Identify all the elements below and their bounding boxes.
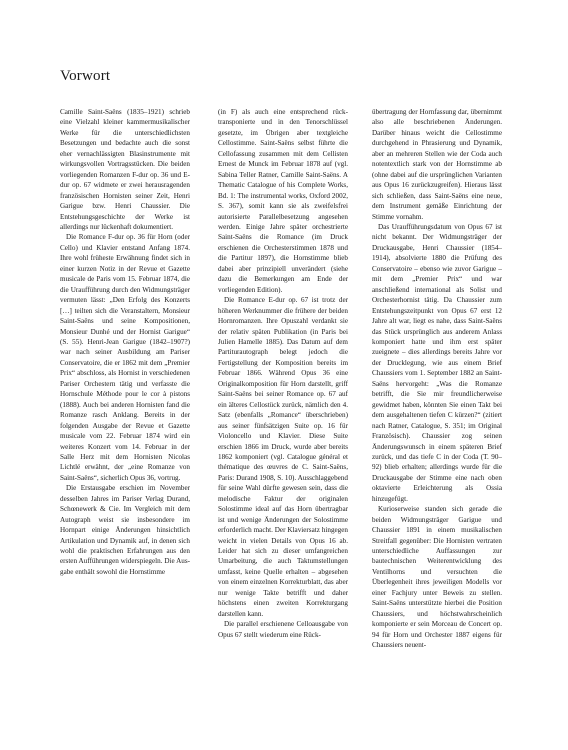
paragraph: (in F) als auch eine entsprechend rücktransponierte und in den Tenorschlüssel gesetzte, im Übrigen aber textgleiche Cellostimme. Saint-Saëns selbst führte die Cellofassung zusammen mit dem Cellisten Ernest de Munck im Februar 1878 auf (vgl. Sabina Teller Ratner, Camille Saint-Saëns. A Thematic Catalogue of his Complete Works, Bd. 1: The instrumental works, Oxford 2002, S. 367), somit kann sie als zweifelsfrei autorisierte Parallelbesetzung angesehen werden. Einige Jahre später orchestrierte Saint-Saëns die Romance (im Druck erschienen die Orchesterstimmen 1878 und die Partitur 1897), die Hornstimme blieb dabei aber prinzipiell unverändert (siehe dazu die Bemerkungen am Ende der vorliegenden Edition). (218, 108, 348, 294)
paragraph: Die Romance E-dur op. 67 ist trotz der höheren Werknummer die frühere der beiden Hornromanzen. Ihre Opuszahl verdankt sie der relativ späten Publikation (in Paris bei Julien Hamelle 1885). Das Datum auf dem Partiturautograph belegt jedoch die Fertigstellung der Komposition bereits im Februar 1866. Während Opus 36 eine Originalkomposition für Horn darstellt, griff Saint-Saëns bei seiner Romance op. 67 auf ein älteres Cellostück zurück, nämlich den 4. Satz (ebenfalls „Romance“ überschrieben) aus seiner fünfsätzigen Suite op. 16 für Violoncello und Klavier. Diese Suite erschien 1866 im Druck, wurde aber bereits 1862 komponiert (vgl. Catalogue général et thématique des œuvres de C. Saint-Saëns, Paris: Durand 1908, S. 10). Ausschlaggebend für seine Wahl dürfte gewesen sein, dass die melodische Faktur der originalen Solostimme ideal auf das Horn übertragbar ist und wenige Änderungen der Solostimme erforderlich macht. Der Klaviersatz hingegen weicht in vielen Details von Opus 16 ab. Leider hat sich zu dieser umfangreichen Umarbeitung, die auch Taktumstellungen umfasst, keine Quelle erhalten – abgesehen von einem einzelnen Korrekturblatt, das aber nur wenige Takte betrifft und daher höchstens einen zweiten Korrekturgang darstellen kann. (218, 296, 348, 618)
paragraph: Kurioserweise standen sich gerade die beiden Widmungsträger Garigue und Chaussier 1891 in einem musikalischen Streitfall gegenüber: Die Hornisten vertraten unterschiedliche Auffassungen zur bautechnischen Weiterentwicklung des Ventilhorns und versuchten die Überlegenheit ihres jeweiligen Modells vor einer Fachjury unter Beweis zu stellen. Saint-Saëns unterstützte hierbei die Position Chaussiers, und höchstwahrscheinlich komponierte er sein Morceau de Concert op. 94 für Horn und Orchester 1887 eigens für Chaussiers neuent- (372, 505, 502, 650)
paragraph: Die parallel erschienene Celloausgabe von Opus 67 stellt wiederum eine Rück- (218, 620, 348, 639)
paragraph: Die Erstausgabe erschien im November desselben Jahres im Pariser Verlag Durand, Schœnewerk & Cie. Im Vergleich mit dem Autograph weist sie insbesondere im Hornpart einige Änderungen hinsichtlich Artikulation und Dynamik auf, in denen sich wohl die praktischen Erfahrungen aus den ersten Aufführungen widerspiegeln. Die Ausgabe enthält sowohl die Hornstimme (60, 484, 190, 576)
paragraph: übertragung der Hornfassung dar, übernimmt also alle beschriebenen Änderungen. Darüber hinaus weicht die Cellostimme durchgehend in Phrasierung und Dynamik, aber an mehreren Stellen wie der Coda auch notentextlich stark von der Hornstimme ab (ohne dabei auf die ursprünglichen Varianten aus Opus 16 zurückzugreifen). Hieraus lässt sich schließen, dass Saint-Saëns eine neue, dem Instrument gemäße Einrichtung der Stimme vornahm. (372, 108, 502, 221)
paragraph: Das Uraufführungsdatum von Opus 67 ist nicht bekannt. Der Widmungsträger der Druckausgabe, Henri Chaussier (1854–1914), absolvierte 1880 die Prüfung des Conservatoire – ebenso wie zuvor Garigue – mit dem „Premier Prix“ und war anschließend international als Solist und Orchesterhornist tätig. Da Chaussier zum Entstehungszeitpunkt von Opus 67 erst 12 Jahre alt war, liegt es nahe, dass Saint-Saëns das Stück ursprünglich aus anderem Anlass komponiert hatte und ihm erst später zueignete – dies allerdings bereits Jahre vor der Drucklegung, wie aus einem Brief Chaussiers vom 1. September 1882 an Saint-Saëns hervorgeht: „Was die Romanze betrifft, die Sie mir freundlicherweise gewidmet haben, könnten Sie einen Takt bei dem ausgehaltenen tiefen C kürzen?“ (zitiert nach Ratner, Catalogue, S. 351; im Original Französisch). Chaussier zog seinen Änderungswunsch in einem späteren Brief zurück, und das tiefe C in der Coda (T. 90–92) blieb erhalten; allerdings wurde für die Druckausgabe der Stimme eine nach oben oktavierte Erleichterung als Ossia hinzugefügt. (372, 222, 502, 503)
paragraph: Camille Saint-Saëns (1835–1921) schrieb eine Vielzahl kleiner kammermusikalischer Werke für die unterschiedlichsten Besetzungen und bedachte auch die sonst eher vernachlässigten Blasinstrumente mit wirkungsvollen Vortragsstücken. Die beiden vorliegenden Romanzen F-dur op. 36 und E-dur op. 67 widmete er zwei herausragenden französischen Hornisten seiner Zeit, Henri Garigue bzw. Henri Chaussier. Die Entstehungsgeschichte der Werke ist allerdings nur lückenhaft dokumentiert. (60, 108, 190, 231)
text-column-1 (60, 107, 190, 577)
paragraph: Die Romance F-dur op. 36 für Horn (oder Cello) und Klavier entstand Anfang 1874. Ihre wohl früheste Erwähnung findet sich in einer kurzen Notiz in der Revue et Gazette musicale de Paris vom 15. Februar 1874, die die Uraufführung durch den Widmungsträger vermuten lässt: „Den Erfolg des Konzerts […] teilten sich die Veranstaltern, Monsieur Saint-Saëns und seine Kompositionen, Monsieur Dunhé und der Hornist Garigue“ (S. 55). Henri-Jean Garigue (1842–1907?) war nach seiner Ausbildung am Pariser Conservatoire, die er 1862 mit dem „Premier Prix“ abschloss, als Hornist in verschiedenen Pariser Orchestern tätig und verfasste die Hornschule Méthode pour le cor à pistons (1888). Auch bei anderen Hornisten fand die Romanze rasch Anklang. Bereits in der folgenden Ausgabe der Revue et Gazette musicale vom 22. Februar 1874 wird ein weiteres Konzert vom 14. Februar in der Salle Herz mit dem Hornisten Nicolas Lichtlé erwähnt, der „eine Romanze von Saint-Saëns“, sicherlich Opus 36, vortrug. (60, 233, 190, 482)
text-column-3 (372, 107, 502, 651)
page-title: Vorwort (60, 68, 111, 84)
text-column-2 (218, 107, 348, 640)
